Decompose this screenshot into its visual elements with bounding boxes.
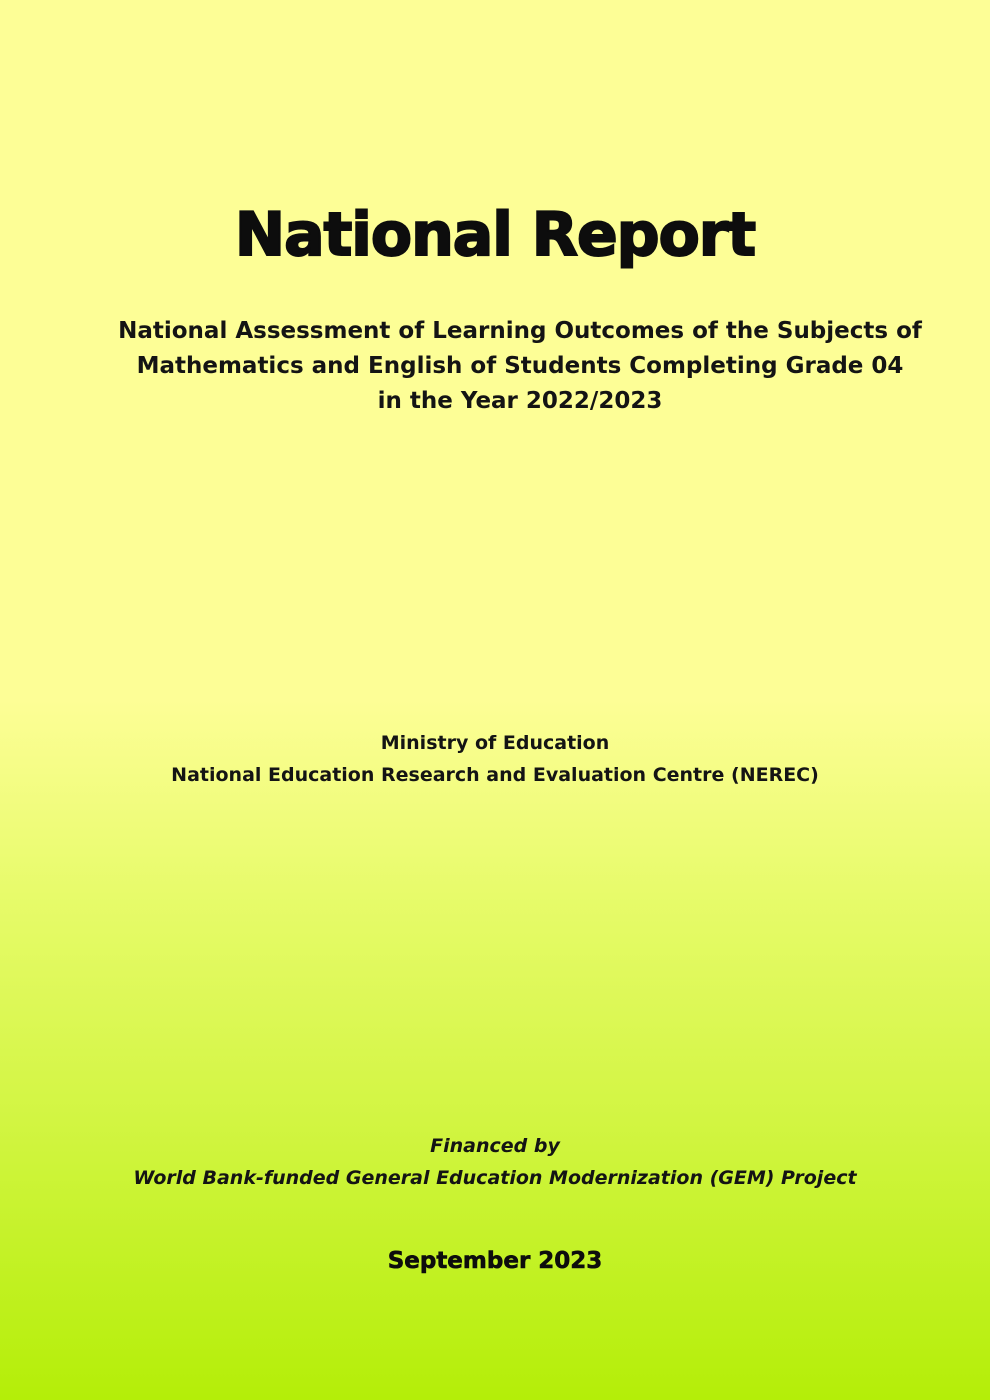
organization-block xyxy=(95,727,895,791)
centre-name: National Education Research and Evaluation Centre (NEREC) xyxy=(171,764,819,786)
subtitle-line: National Assessment of Learning Outcomes of the Subjects of xyxy=(118,318,922,344)
subtitle-line: in the Year 2022/2023 xyxy=(377,388,663,414)
ministry-name: Ministry of Education xyxy=(380,732,610,754)
financed-by-label: Financed by xyxy=(430,1135,560,1157)
publication-date: September 2023 xyxy=(387,1248,603,1274)
report-subtitle xyxy=(95,314,945,419)
funder-name: World Bank-funded General Education Modernization (GEM) Project xyxy=(133,1167,857,1189)
page-title: National Report xyxy=(234,200,756,270)
subtitle-line: Mathematics and English of Students Completing Grade 04 xyxy=(136,353,904,379)
funding-block xyxy=(95,1130,895,1194)
